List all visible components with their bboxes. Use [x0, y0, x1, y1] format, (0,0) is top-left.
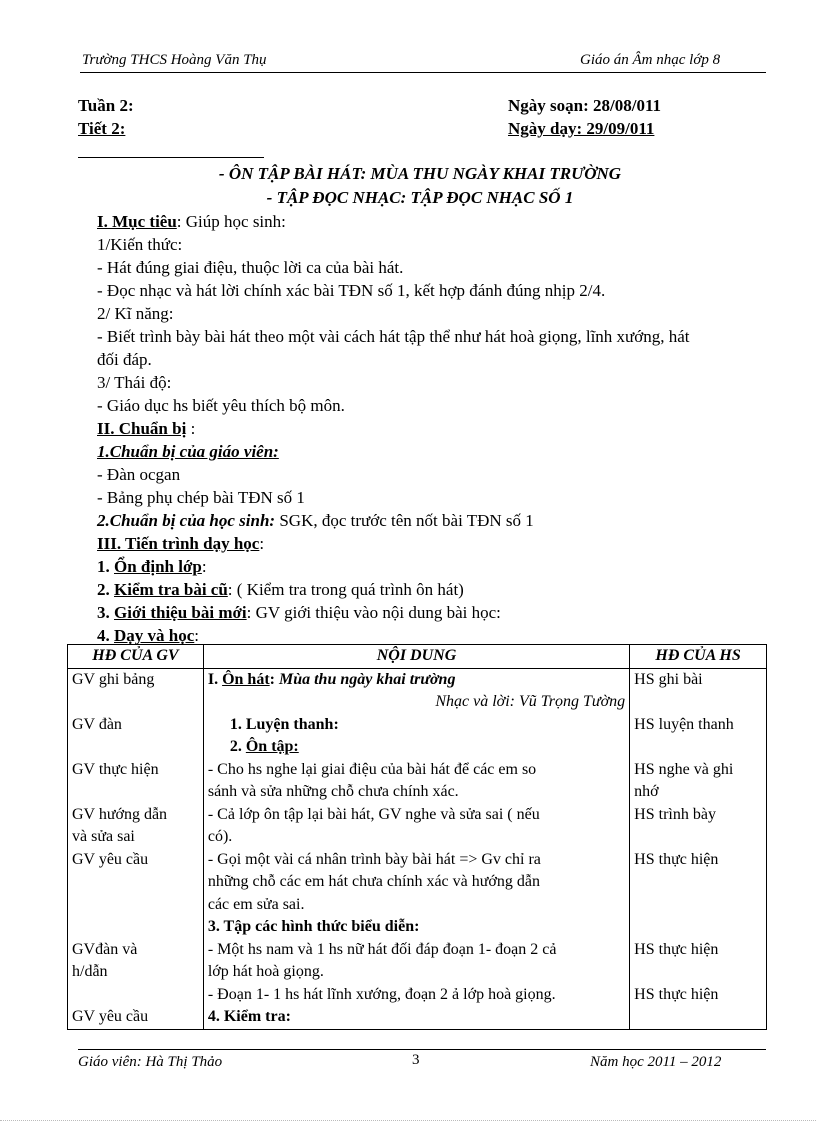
content-column [203, 668, 629, 1029]
content-line: có). [207, 828, 233, 845]
knowledge-item-1: - Hát đúng giai điệu, thuộc lời ca của bài hát. [97, 258, 404, 277]
process-head: III. Tiến trình dạy học [97, 534, 260, 553]
header-school: Trường THCS Hoàng Văn Thụ [82, 52, 267, 68]
review-step-no: 2. [229, 738, 246, 755]
gv-cell: GV yêu cầu [72, 1008, 149, 1025]
lesson-number: Tiết 2: [78, 119, 126, 138]
attitude-item-1: - Giáo dục hs biết yêu thích bộ môn. [97, 396, 345, 415]
process-heading [97, 532, 777, 555]
gv-cell: GV ghi bảng [72, 670, 155, 688]
skills-item-1a: - Biết trình bày bài hát theo một vài cách hát tập thể như hát hoà giọng, lĩnh xướng, hát [97, 327, 690, 346]
step-4-no: 4. [97, 626, 114, 645]
lesson-table [67, 644, 767, 1030]
content-line: những chỗ các em hát chưa chính xác và hướng dẫn [207, 873, 540, 890]
content-line: - Gọi một vài cá nhân trình bày bài hát => Gv chỉ ra [207, 850, 541, 868]
step-4-title: Dạy và học [114, 626, 195, 645]
gv-cell: GV thực hiện [72, 760, 159, 778]
gv-cell: GV đàn [72, 715, 122, 733]
step-1 [97, 555, 777, 578]
hs-cell: HS thực hiện [634, 850, 719, 868]
review-step-title: Ôn tập: [245, 738, 299, 755]
page-number: 3 [412, 1052, 420, 1068]
prep-head: II. Chuẩn bị [97, 419, 187, 438]
header-gv: HĐ CỦA GV [68, 645, 204, 669]
hs-cell: HS thực hiện [634, 940, 719, 958]
hs-cell: HS nghe và ghi [634, 760, 734, 778]
content-line: - Cả lớp ôn tập lại bài hát, GV nghe và sửa sai ( nếu [207, 805, 540, 823]
title-rule [78, 157, 264, 158]
content-line: - Cho hs nghe lại giai điệu của bài hát để các em so [207, 760, 537, 778]
footer-year: Năm học 2011 – 2012 [590, 1054, 722, 1070]
knowledge-item-2: - Đọc nhạc và hát lời chính xác bài TĐN số 1, kết hợp đánh đúng nhịp 2/4. [97, 281, 606, 300]
step-1-rest: : [201, 557, 207, 576]
footer-rule [78, 1049, 766, 1050]
step-3 [97, 601, 777, 624]
header-rule [80, 72, 766, 73]
student-prep-text: SGK, đọc trước tên nốt bài TĐN số 1 [275, 511, 534, 530]
review-label: Ôn hát [222, 670, 270, 688]
student-prep-label: 2.Chuẩn bị của học sinh: [97, 511, 276, 530]
gv-cell: GV hướng dẫn [72, 805, 168, 823]
content-line: - Đoạn 1- 1 hs hát lĩnh xướng, đoạn 2 ả lớp hoà giọng. [207, 985, 556, 1003]
check-heading: 4. Kiểm tra: [207, 1008, 291, 1025]
teacher-prep-label: 1.Chuẩn bị của giáo viên: [97, 442, 279, 461]
lesson-title-1: - ÔN TẬP BÀI HÁT: MÙA THU NGÀY KHAI TRƯỜNG [218, 164, 622, 183]
week-label: Tuần 2: [78, 96, 134, 115]
knowledge-label: 1/Kiến thức: [97, 235, 183, 254]
header-content: NỘI DUNG [203, 645, 629, 669]
student-prep [97, 509, 777, 532]
review-song-heading [208, 669, 625, 692]
prep-head-rest: : [186, 419, 196, 438]
content-line: lớp hát hoà giọng. [207, 963, 324, 980]
attitude-label: 3/ Thái độ: [97, 373, 172, 392]
objectives-head-rest: : Giúp học sinh: [176, 212, 286, 231]
skills-item-1b: đối đáp. [97, 350, 152, 369]
objectives-head: I. Mục tiêu [97, 212, 177, 231]
step-3-rest: : GV giới thiệu vào nội dung bài học: [246, 603, 501, 622]
hs-cell: HS ghi bài [634, 670, 703, 688]
prepared-date: Ngày soạn: 28/08/011 [508, 96, 662, 115]
gv-cell: h/dẫn [72, 963, 108, 980]
step-2 [97, 578, 777, 601]
hs-cell: nhớ [634, 783, 659, 800]
page-edge [0, 1120, 816, 1121]
step-2-no: 2. [97, 580, 114, 599]
performance-heading: 3. Tập các hình thức biểu diễn: [207, 918, 420, 935]
table-header-row [68, 645, 767, 669]
table-row [68, 668, 767, 1029]
taught-date: Ngày dạy: 29/09/011 [508, 119, 655, 138]
lesson-title-2: - TẬP ĐỌC NHẠC: TẬP ĐỌC NHẠC SỐ 1 [266, 188, 574, 207]
step-1-title: Ổn định lớp [114, 557, 202, 576]
song-author: Nhạc và lời: Vũ Trọng Tường [435, 693, 626, 710]
gv-cell: GV yêu cầu [72, 850, 149, 868]
gv-cell: GVđàn và [72, 940, 138, 958]
hs-cell: HS luyện thanh [634, 715, 734, 733]
content-line: - Một hs nam và 1 hs nữ hát đối đáp đoạn 1- đoạn 2 cả [207, 940, 557, 958]
teacher-prep-item-1: - Đàn ocgan [97, 465, 181, 484]
process-head-rest: : [259, 534, 265, 553]
gv-column [68, 668, 204, 1029]
content-line: sánh và sửa những chỗ chưa chính xác. [207, 783, 459, 800]
prep-heading [97, 417, 777, 440]
header-hs: HĐ CỦA HS [630, 645, 767, 669]
hs-column [630, 668, 767, 1029]
hs-cell: HS thực hiện [634, 985, 719, 1003]
step-2-rest: : ( Kiểm tra trong quá trình ôn hát) [227, 580, 464, 599]
objectives-heading [97, 210, 777, 233]
hs-cell: HS trình bày [634, 805, 716, 823]
gv-cell: và sửa sai [72, 828, 135, 845]
review-step [208, 736, 625, 759]
footer-teacher: Giáo viên: Hà Thị Thảo [78, 1054, 223, 1070]
review-prefix: I. [207, 670, 223, 688]
step-1-no: 1. [97, 557, 114, 576]
header-subject: Giáo án Âm nhạc lớp 8 [580, 52, 721, 68]
step-3-no: 3. [97, 603, 114, 622]
step-4-rest: : [194, 626, 200, 645]
lesson-body [97, 210, 777, 647]
skills-label: 2/ Kĩ năng: [97, 304, 174, 323]
step-2-title: Kiểm tra bài cũ [114, 580, 228, 599]
content-line: các em sửa sai. [207, 895, 305, 913]
step-3-title: Giới thiệu bài mới [114, 603, 247, 622]
song-title: Mùa thu ngày khai trường [278, 670, 456, 688]
teacher-prep-item-2: - Bảng phụ chép bài TĐN số 1 [97, 488, 305, 507]
review-colon: : [269, 670, 279, 688]
vocal-warmup: 1. Luyện thanh: [229, 715, 339, 733]
